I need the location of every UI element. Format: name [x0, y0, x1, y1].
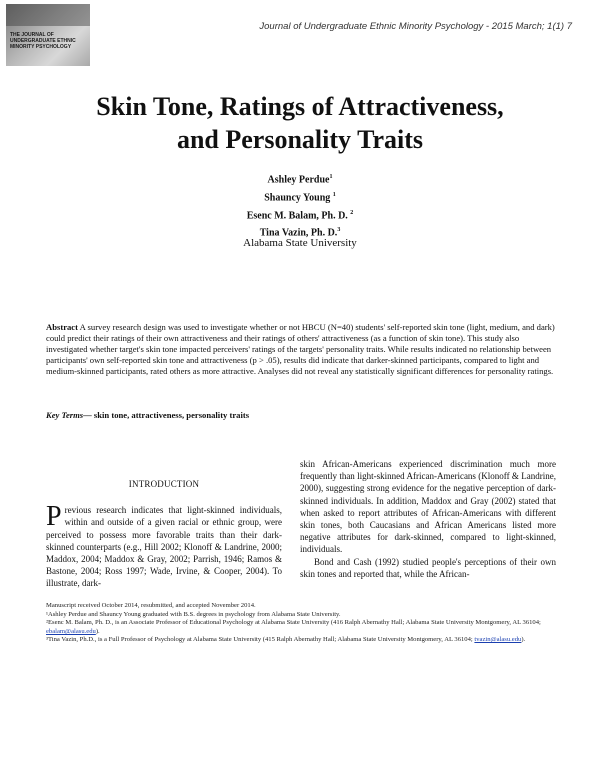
author: Ashley Perdue$^1$ [267, 174, 333, 186]
drop-cap: P [46, 501, 62, 533]
abstract [46, 322, 560, 377]
running-head: Journal of Undergraduate Ethnic Minority Psychology - 2015 March; 1(1) 7 [259, 21, 572, 32]
key-terms-text: — skin tone, attractiveness, personality traits [83, 410, 250, 420]
email-link[interactable]: ebalam@alasu.edu [46, 627, 96, 635]
footnote-3: ³Tina Vazin, Ph.D., is a Full Professor of Psychology at Alabama State University (415 Ralph Abernathy Hall; Alabama State University Montgomery, AL 36104; tvazin@alasu.edu). [46, 636, 526, 644]
logo-text: THE JOURNAL OF UNDERGRADUATE ETHNIC MINORITY PSYCHOLOGY [10, 32, 76, 50]
author: Esenc M. Balam, Ph. D. $^2$ [246, 209, 354, 221]
author-list [150, 170, 450, 241]
affiliation: Alabama State University [243, 237, 357, 249]
key-terms [46, 410, 560, 420]
body-paragraph: Bond and Cash (1992) studied people's perceptions of their own skin tones and reported that, while the African- [300, 556, 556, 579]
footnote-2: ²Esenc M. Balam, Ph. D., is an Associate Professor of Educational Psychology at Alabama State University (416 Ralph Abernathy Hall; Alabama State University Montgomery, AL 36104; ebalam@alasu.edu). [46, 619, 541, 635]
title-line-1: Skin Tone, Ratings of Attractiveness, [96, 92, 504, 121]
footnote-1: ¹Ashley Perdue and Shauncy Young graduated with B.S. degrees in psychology from Alabama State University. [46, 610, 341, 618]
article-title [40, 90, 560, 156]
footnotes [46, 602, 560, 645]
title-line-2: and Personality Traits [176, 125, 424, 154]
abstract-label: Abstract [46, 322, 78, 332]
right-column [300, 458, 556, 580]
intro-paragraph: Previous research indicates that light-skinned individuals, within and outside of a given racial or ethnic group, were perceived to possess more favorable traits than their dark-skinned counterparts (e.g., Hill 2002; Klonoff & Landrine, 2000; Maddox, 2004; Maddox & Gray, 2002; Parrish, 1946; Ramos & Bastone, 2004; Ross 1997; Wade, Irvine, & Cooper, 2004). To illustrate, dark- [46, 501, 282, 589]
author: Shauncy Young $^1$ [264, 191, 336, 204]
email-link[interactable]: tvazin@alasu.edu [474, 636, 522, 644]
abstract-text: A survey research design was used to investigate whether or not HBCU (N=40) students' self-reported skin tone (light, medium, and dark) could predict their ratings of their own attractiveness and their ratings of others' attractiveness (as a function of skin tone). This study also investigated whether target's skin tone impacted perceivers' ratings of the targets' personality traits. While results indicated no relationship between participants' own self-reported skin tone and attractiveness (p > .05), results did indicate that darker-skinned participants, compared to light and medium-skinned participants, rated others as more attractive. Analyses did not reveal any statistically significant differences for personality ratings. [46, 322, 555, 376]
journal-logo [6, 4, 90, 66]
left-column [46, 478, 282, 590]
logo-band [6, 4, 90, 26]
key-terms-label: Key Terms [46, 410, 84, 420]
body-paragraph: skin African-Americans experienced discrimination much more frequently than light-skinned African-Americans (Klonoff & Landrine, 2000), suggesting strong evidence for the negative perception of dark-skinned individuals. In addition, Maddox and Gray (2002) stated that when asked to report attributes of African-Americans with different skin tones, both Caucasians and African Americans listed more negative attributes for dark-skinned, compared to light-skinned, individuals. [300, 459, 556, 555]
author: Tina Vazin, Ph. D.$^3$ [259, 227, 341, 239]
section-heading: INTRODUCTION [128, 479, 200, 489]
footnote-received: Manuscript received October 2014, resubmitted, and accepted November 2014. [46, 602, 256, 609]
